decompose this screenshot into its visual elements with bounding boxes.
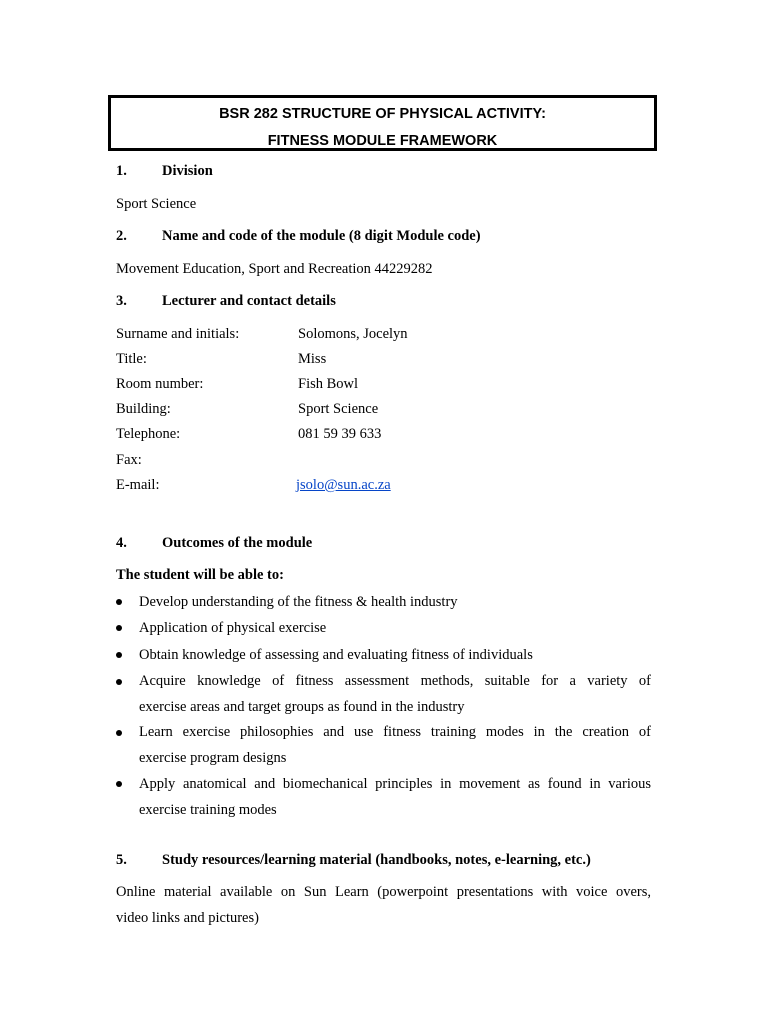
contact-value-room: Fish Bowl (298, 376, 359, 392)
contact-value-telephone: 081 59 39 633 (298, 426, 382, 442)
contact-label-title: Title: (116, 351, 147, 367)
resources-line-2: video links and pictures) (116, 910, 259, 926)
outcome-4-line-2: exercise areas and target groups as found in the industry (139, 699, 465, 715)
contact-label-surname: Surname and initials: (116, 326, 240, 342)
bullet-icon (116, 599, 122, 605)
contact-value-building: Sport Science (298, 401, 379, 417)
section-2-number: 2. (116, 228, 127, 244)
section-2-heading: Name and code of the module (8 digit Module code) (162, 228, 481, 244)
division-text: Sport Science (116, 196, 197, 212)
title-line-2: FITNESS MODULE FRAMEWORK (267, 133, 498, 149)
bullet-icon (116, 625, 122, 631)
contact-value-surname: Solomons, Jocelyn (298, 326, 408, 342)
outcome-item-1 (139, 589, 651, 615)
section-4-number: 4. (116, 535, 127, 551)
outcome-5-line-2: exercise program designs (139, 750, 287, 766)
outcome-item-6 (139, 771, 651, 823)
section-1-number: 1. (116, 163, 127, 179)
section-1-heading: Division (162, 163, 213, 179)
section-3-heading: Lecturer and contact details (162, 293, 336, 309)
section-5-number: 5. (116, 852, 127, 868)
outcome-item-3 (139, 642, 651, 668)
outcome-6-line-2: exercise training modes (139, 802, 277, 818)
resources-line-1: Online material available on Sun Learn (powerpoint presentations with voice overs, (116, 884, 651, 900)
section-4-heading: Outcomes of the module (162, 535, 313, 551)
section-5-heading: Study resources/learning material (handbooks, notes, e-learning, etc.) (162, 852, 591, 868)
outcome-5-line-1: Learn exercise philosophies and use fitness training modes in the creation of (139, 724, 651, 740)
outcome-3-line-1: Obtain knowledge of assessing and evaluating fitness of individuals (139, 647, 533, 663)
module-text: Movement Education, Sport and Recreation 44229282 (116, 261, 433, 277)
title-box (108, 95, 657, 151)
contact-label-room: Room number: (116, 376, 204, 392)
contact-label-telephone: Telephone: (116, 426, 181, 442)
bullet-icon (116, 781, 122, 787)
outcomes-intro: The student will be able to: (116, 567, 284, 583)
outcome-6-line-1: Apply anatomical and biomechanical principles in movement as found in various (139, 776, 651, 792)
outcome-item-5 (139, 719, 651, 771)
outcome-4-line-1: Acquire knowledge of fitness assessment methods, suitable for a variety of (139, 673, 651, 689)
outcome-1-line-1: Develop understanding of the fitness & health industry (139, 594, 458, 610)
resources-paragraph (116, 879, 651, 931)
bullet-icon (116, 730, 122, 736)
outcome-item-2 (139, 615, 651, 641)
bullet-icon (116, 652, 122, 658)
contact-value-title: Miss (298, 351, 327, 367)
outcome-item-4 (139, 668, 651, 720)
title-line-1: BSR 282 STRUCTURE OF PHYSICAL ACTIVITY: (219, 106, 546, 122)
contact-label-email: E-mail: (116, 477, 160, 493)
contact-label-fax: Fax: (116, 452, 142, 468)
email-link[interactable]: jsolo@sun.ac.za (296, 477, 391, 493)
contact-label-building: Building: (116, 401, 171, 417)
section-3-number: 3. (116, 293, 127, 309)
bullet-icon (116, 679, 122, 685)
outcome-2-line-1: Application of physical exercise (139, 620, 327, 636)
